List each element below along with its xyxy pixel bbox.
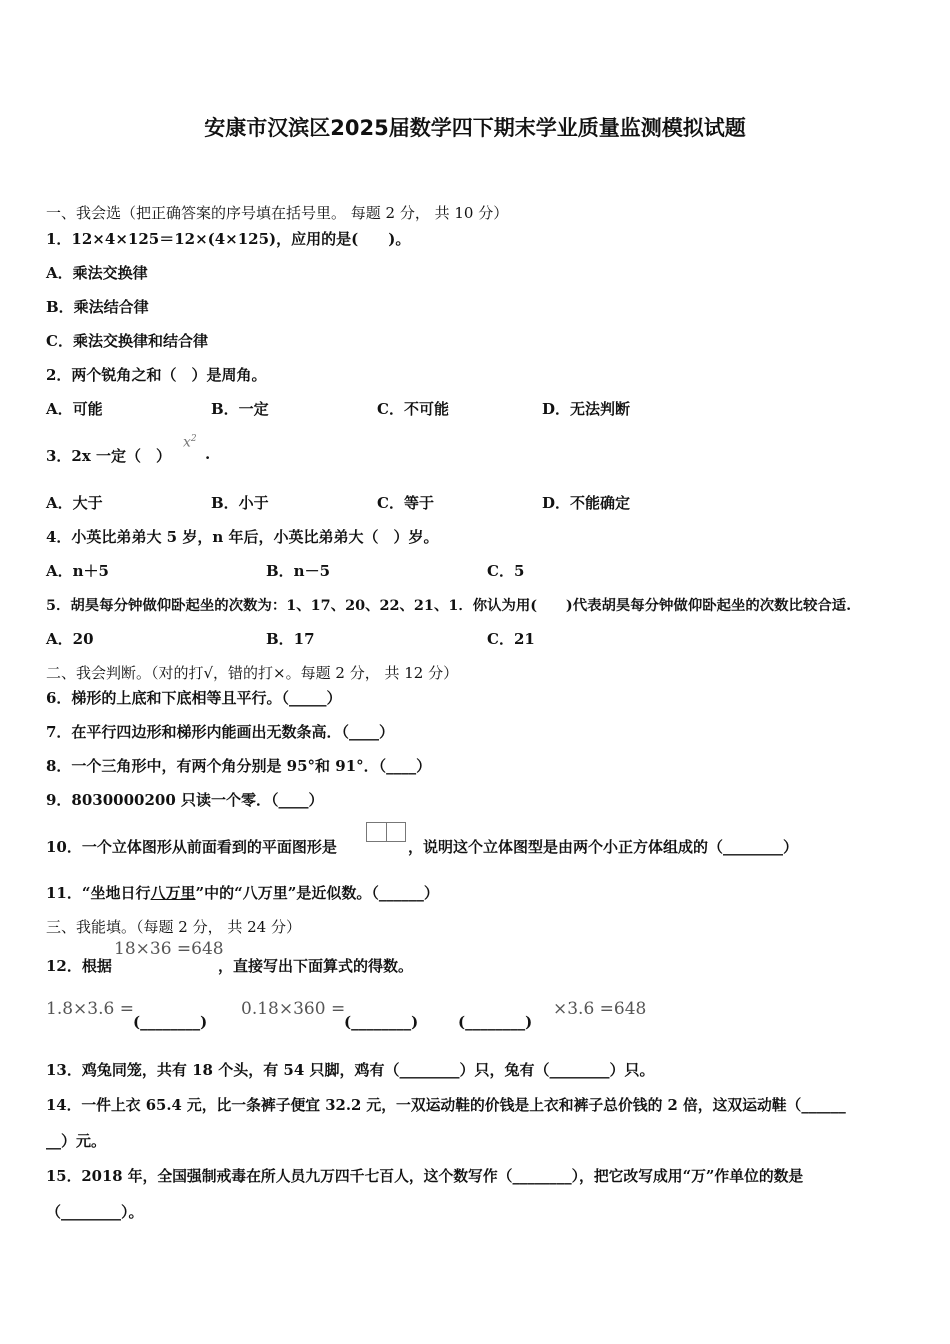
q12-blank-3: (________) [458,1013,533,1031]
section-3-heading: 三、我能填。（每题 2 分， 共 24 分） [46,918,301,936]
q12-expr-2: 0.18×360 = [241,999,346,1019]
q1-option-a: A．乘法交换律 [46,264,148,282]
q4-option-b: B．n－5 [266,562,331,580]
two-squares-figure [366,822,406,842]
question-10: 10．一个立体图形从前面看到的平面图形是 [46,838,337,856]
q2-option-a: A．可能 [46,400,103,418]
question-4: 4．小英比弟弟大 5 岁，n 年后，小英比弟弟大（ ）岁。 [46,528,439,546]
q3-option-c: C．等于 [377,494,434,512]
page-title: 安康市汉滨区2025届数学四下期末学业质量监测模拟试题 [204,116,746,140]
question-15-cont: （________）。 [46,1203,144,1221]
q3-option-a: A．大于 [46,494,103,512]
question-12: 12．根据 [46,957,112,975]
question-10-rest: ，说明这个立体图型是由两个小正方体组成的（________） [408,838,799,856]
q5-option-c: C．21 [487,630,535,648]
question-6: 6．梯形的上底和下底相等且平行。（_____） [46,689,342,707]
section-2-heading: 二、我会判断。（对的打√，错的打×。每题 2 分， 共 12 分） [46,664,459,682]
question-7: 7．在平行四边形和梯形内能画出无数条高．（____） [46,723,394,741]
q4-option-c: C．5 [487,562,525,580]
question-14: 14．一件上衣 65.4 元，比一条裤子便宜 32.2 元，一双运动鞋的价钱是上衣和裤子总价钱的 2 倍，这双运动鞋（______ [46,1097,846,1114]
q12-blank-1: (________) [133,1013,208,1031]
q5-option-b: B．17 [266,630,315,648]
q3-expression: $x^2$ [183,434,197,451]
question-3: 3．2x 一定（ ） [46,447,172,465]
question-2: 2．两个锐角之和（ ）是周角。 [46,366,267,384]
q3-option-b: B．小于 [211,494,269,512]
q4-option-a: A．n＋5 [46,562,109,580]
q1-option-b: B．乘法结合律 [46,298,149,316]
question-5: 5．胡昊每分钟做仰卧起坐的次数为：1、17、20、22、21、1．你认为用( )代表胡昊每分钟做仰卧起坐的次数比较合适. [46,597,852,614]
question-9: 9．8030000200 只读一个零．（____） [46,791,324,809]
q3-period: . [205,445,211,463]
q1-option-c: C．乘法交换律和结合律 [46,332,208,350]
question-1: 1．12×4×125＝12×(4×125)，应用的是( )。 [46,230,411,248]
q2-option-c: C．不可能 [377,400,449,418]
q2-option-b: B．一定 [211,400,269,418]
q5-option-a: A．20 [46,630,94,648]
question-11: 11．“坐地日行八万里”中的“八万里”是近似数。（______） [46,884,439,902]
q12-formula: 18×36 =648 [114,939,224,959]
question-13: 13．鸡兔同笼，共有 18 个头，有 54 只脚，鸡有（________）只，兔有（________）只。 [46,1061,655,1079]
question-8: 8．一个三角形中，有两个角分别是 95°和 91°．（____） [46,757,432,775]
q3-option-d: D．不能确定 [542,494,631,512]
q2-option-d: D．无法判断 [542,400,631,418]
question-15: 15．2018 年，全国强制戒毒在所人员九万四千七百人，这个数写作（________），把它改写成用“万”作单位的数是 [46,1168,804,1185]
section-1-heading: 一、我会选（把正确答案的序号填在括号里。 每题 2 分， 共 10 分） [46,204,509,222]
question-12-rest: ，直接写出下面算式的得数。 [218,957,414,975]
q12-expr-1: 1.8×3.6 = [46,999,134,1019]
q12-expr-3: ×3.6 =648 [553,999,647,1019]
q12-blank-2: (________) [344,1013,419,1031]
question-14-cont: __）元。 [46,1132,107,1150]
